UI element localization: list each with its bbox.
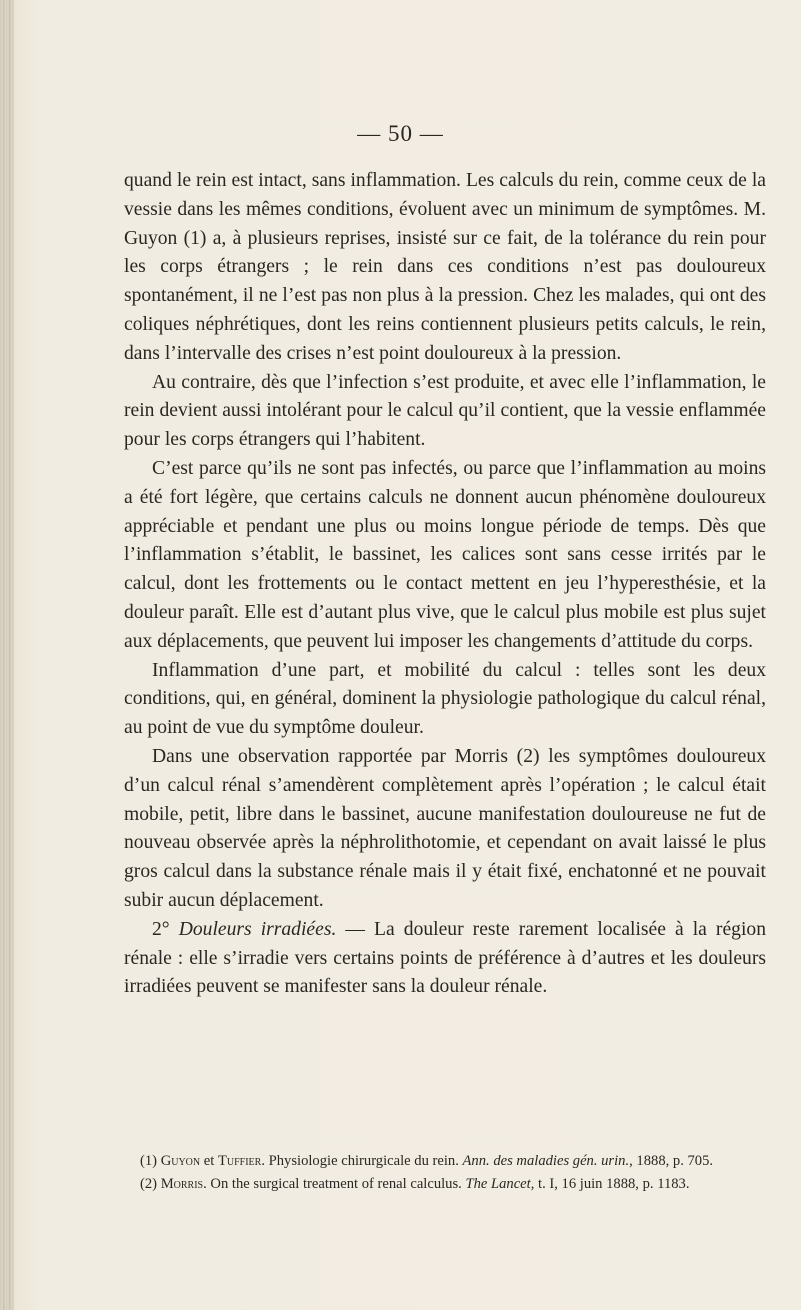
footnote-1	[124, 1151, 766, 1172]
footnote-mark: (2)	[140, 1176, 158, 1193]
footnote-author: Tuffier	[217, 1153, 262, 1169]
section-title: Douleurs irradiées.	[178, 918, 337, 940]
footnote-mark: (1)	[140, 1153, 158, 1169]
section-paragraph	[124, 916, 766, 1002]
section-text: — La douleur reste rarement localisée à la région rénale : elle s’irradie vers certains points de préférence à d’autres et les douleurs irradiées peuvent se manifester sans la douleur rénale.	[124, 918, 766, 998]
paragraph: quand le rein est intact, sans inflammation. Les calculs du rein, comme ceux de la vessie dans les mêmes conditions, évoluent avec un minimum de symptômes. M. Guyon (1) a, à plusieurs reprises, insisté sur ce fait, de la tolérance du rein pour les corps étrangers ; le rein dans ces conditions n’est pas douloureux spontanément, il ne l’est pas non plus à la pression. Chez les malades, qui ont des coliques néphrétiques, dont les reins contiennent plusieurs petits calculs, le rein, dans l’intervalle des crises n’est point douloureux à la pression.	[124, 170, 766, 364]
page-number: — 50 —	[357, 121, 444, 146]
body-text	[124, 167, 766, 1002]
section-number: 2°	[152, 918, 170, 940]
paragraph: Dans une observation rapportée par Morris (2) les symptômes douloureux d’un calcul rénal s’amendèrent complètement après l’opération ; le calcul était mobile, petit, libre dans le bassinet, aucune manifestation douloureuse ne fut de nouveau observée après la néphrolithotomie, et cependant on avait laissé le plus gros calcul dans la substance rénale mais il y était fixé, enchatonné et ne pouvait subir aucun déplacement.	[124, 745, 766, 911]
footnote-2	[124, 1174, 766, 1195]
footnote-author: Guyon	[160, 1153, 201, 1169]
footnote-citation: , t. I, 16 juin 1888, p. 1183.	[530, 1176, 690, 1193]
footnotes	[124, 1151, 766, 1197]
paragraph: Inflammation d’une part, et mobilité du calcul : telles sont les deux conditions, qui, en général, dominent la physiologie pathologique du calcul rénal, au point de vue du symptôme douleur.	[124, 659, 766, 739]
footnote-conjunction: et	[200, 1153, 218, 1169]
footnote-citation: , 1888, p. 705.	[629, 1153, 714, 1169]
footnote-title: . Physiologie chirurgicale du rein.	[261, 1153, 463, 1169]
paragraph: C’est parce qu’ils ne sont pas infectés, ou parce que l’inflammation au moins a été fort légère, que certains calculs ne donnent aucun phénomène douloureux appréciable et pendant une plus ou moins longue période de temps. Dès que l’inflammation s’établit, le bassinet, les calices sont sans cesse irrités par le calcul, dont les frottements ou le contact mettent en jeu l’hyperesthésie, et la douleur paraît. Elle est d’autant plus vive, que le calcul plus mobile est plus sujet aux déplacements, que peuvent lui imposer les changements d’attitude du corps.	[124, 457, 766, 652]
page-binding-edge	[0, 0, 14, 1310]
footnote-journal: The Lancet	[465, 1176, 531, 1193]
footnote-author: Morris	[160, 1176, 204, 1193]
paragraph: Au contraire, dès que l’infection s’est produite, et avec elle l’inflammation, le rein devient aussi intolérant pour le calcul qu’il contient, que la vessie enflammée pour les corps étrangers qui l’habitent.	[124, 371, 766, 451]
footnote-title: . On the surgical treatment of renal calculus.	[203, 1176, 466, 1193]
footnote-journal: Ann. des maladies gén. urin.	[462, 1153, 630, 1169]
